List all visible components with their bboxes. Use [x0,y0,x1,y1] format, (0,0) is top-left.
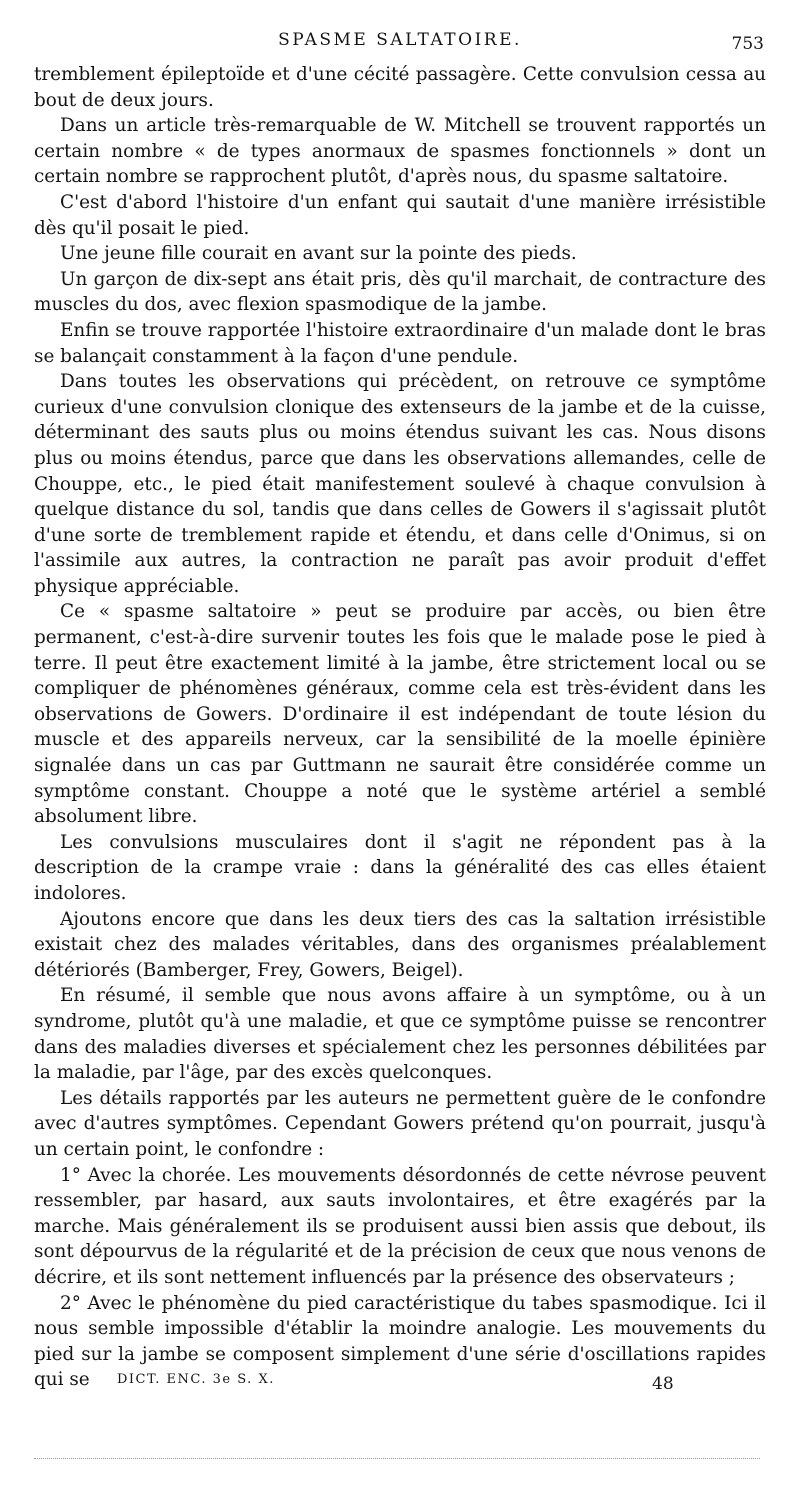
paragraph: Ce « spasme saltatoire » peut se produire par accès, ou bien être permanent, c'est-à-dire survenir toutes les fois que le malade pose le pied à terre. Il peut être exactement limité à la jambe, être strictement local ou se compliquer de phénomènes généraux, comme cela est très-évident dans les observations de Gowers. D'ordinaire il est indépendant de toute lésion du muscle et des appareils nerveux, car la sensibilité de la moelle épinière signalée dans un cas par Guttmann ne saurait être considérée comme un symptôme constant. Chouppe a noté que le système artériel a semblé absolument libre. [34,601,766,828]
paragraph: Les convulsions musculaires dont il s'agit ne répondent pas à la description de la crampe vraie : dans la généralité des cas elles étaient indolores. [34,831,766,904]
paragraph: Ajoutons encore que dans les deux tiers des cas la saltation irrésistible existait chez des malades véritables, dans des organismes préalablement détériorés (Bamberger, Frey, Gowers, Beigel). [34,908,766,981]
paragraph: Dans un article très-remarquable de W. Mitchell se trouvent rapportés un certain nombre « de types anormaux de spasmes fonctionnels » dont un certain nombre se rapprochent plutôt, d'après nous, du spasme saltatoire. [34,115,766,188]
signature-mark: DICT. ENC. 3e S. X. [117,1372,275,1387]
paragraph: 2° Avec le phénomène du pied caractéristique du tabes spasmodique. Ici il nous semble impossible d'établir la moindre analogie. Les mouvements du pied sur la jambe se composent simplement d'une série d'oscillations rapides qui se [34,1292,766,1391]
paragraph: tremblement épileptoïde et d'une cécité passagère. Cette convulsion cessa au bout de deux jours. [34,64,766,111]
paragraph: Dans toutes les observations qui précèdent, on retrouve ce symptôme curieux d'une convulsion clonique des extenseurs de la jambe et de la cuisse, déterminant des sauts plus ou moins étendus suivant les cas. Nous disons plus ou moins étendus, parce que dans les observations allemandes, celle de Chouppe, etc., le pied était manifestement soulevé à chaque convulsion à quelque distance du sol, tandis que dans celles de Gowers il s'agissait plutôt d'une sorte de tremblement rapide et étendu, et dans celle d'Onimus, si on l'assimile aux autres, la contraction ne paraît pas avoir produit d'effet physique appréciable. [34,371,766,597]
running-title: SPASME SALTATOIRE. [278,30,522,50]
page-number: 753 [731,34,764,54]
running-head [34,30,766,58]
page-footer [0,1368,800,1398]
paragraph: Un garçon de dix-sept ans était pris, dès qu'il marchait, de contracture des muscles du dos, avec flexion spasmodique de la jambe. [34,268,766,316]
paragraph: 1° Avec la chorée. Les mouvements désordonnés de cette névrose peuvent ressembler, par hasard, aux sauts involontaires, et être exagérés par la marche. Mais généralement ils se produisent aussi bien assis que debout, ils sont dépourvus de la régularité et de la précision de ceux que nous venons de décrire, et ils sont nettement influencés par la présence des observateurs ; [34,1164,766,1288]
body-text [34,62,766,1393]
paragraph: En résumé, il semble que nous avons affaire à un symptôme, ou à un syndrome, plutôt qu'à une maladie, et que ce symptôme puisse se rencontrer dans des maladies diverses et spécialement chez les personnes débilitées par la maladie, par l'âge, par des excès quelconques. [34,985,766,1084]
paragraph: Enfin se trouve rapportée l'histoire extraordinaire d'un malade dont le bras se balançait constamment à la façon d'une pendule. [34,319,766,367]
sheet-number: 48 [652,1374,674,1394]
paragraph: C'est d'abord l'histoire d'un enfant qui sautait d'une manière irrésistible dès qu'il posait le pied. [34,191,766,239]
bottom-dotted-rule [34,1458,760,1459]
paragraph: Les détails rapportés par les auteurs ne permettent guère de le confondre avec d'autres symptômes. Cependant Gowers prétend qu'on pourrait, jusqu'à un certain point, le confondre : [34,1087,766,1160]
paragraph: Une jeune fille courait en avant sur la pointe des pieds. [60,243,577,265]
